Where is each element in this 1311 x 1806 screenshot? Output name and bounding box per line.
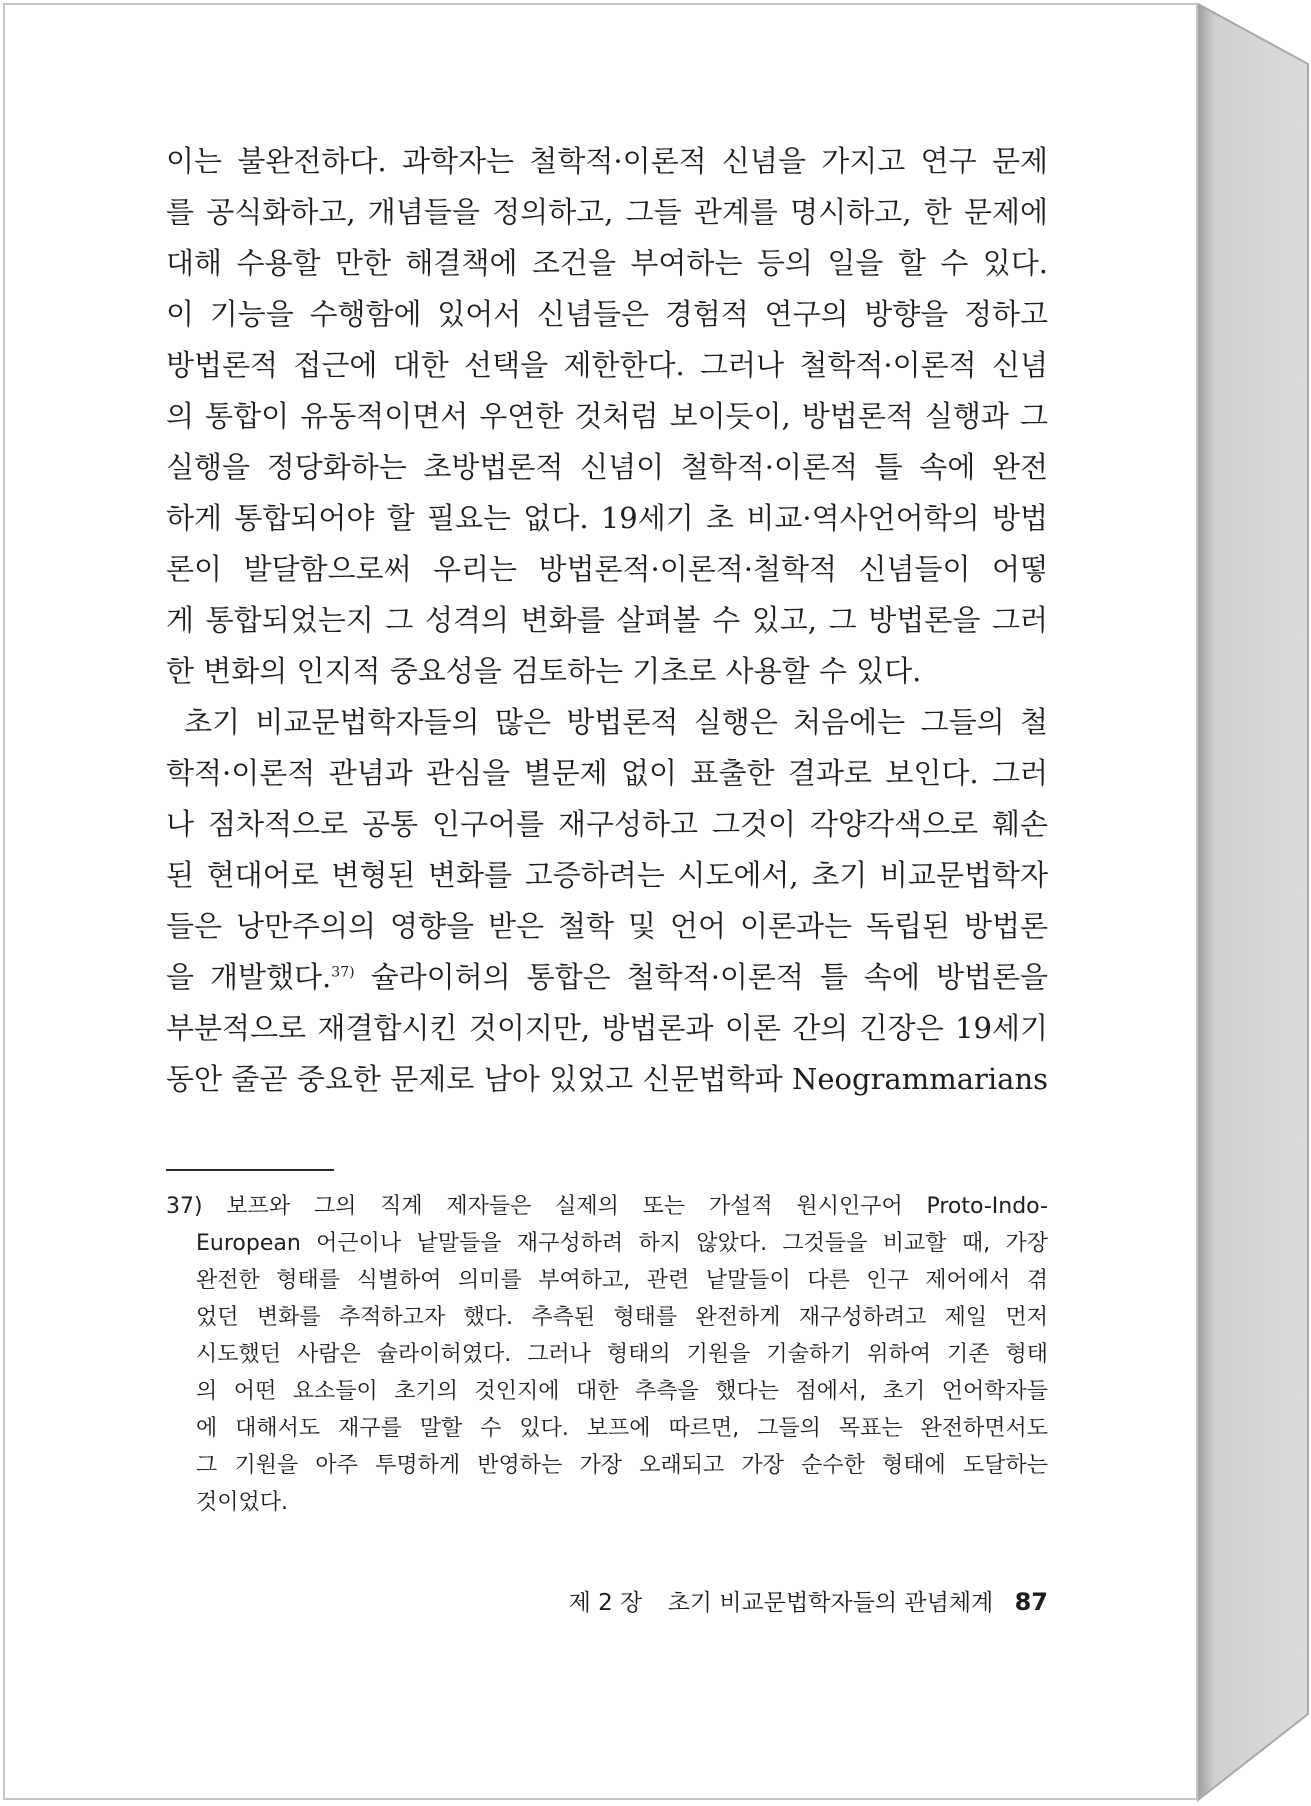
- body-text: [166, 136, 1048, 1105]
- text-segment: 슐라이허의 통합은 철학적·이론적 틀 속에 방법론을: [370, 960, 1049, 994]
- footnote-line: 에 대해서도 재구를 말할 수 있다. 보프에 따르면, 그들의 목표는 완전하면서도: [196, 1416, 1048, 1441]
- footnote-line: 37) 보프와 그의 직계 제자들은 실제의 또는 가설적 원시인구어 Proto-Indo-: [166, 1194, 1048, 1219]
- footnote-line: 그 기원을 아주 투명하게 반영하는 가장 오래되고 가장 순수한 형태에 도달하는: [196, 1453, 1048, 1478]
- text-line: 한 변화의 인지적 중요성을 검토하는 기초로 사용할 수 있다.: [166, 654, 922, 688]
- text-line: 이 기능을 수행함에 있어서 신념들은 경험적 연구의 방향을 정하고: [166, 297, 1048, 331]
- text-line-with-footnote: [166, 952, 1048, 1003]
- text-line: 된 현대어로 변형된 변화를 고증하려는 시도에서, 초기 비교문법학자: [166, 858, 1048, 892]
- text-line: 의 통합이 유동적이면서 우연한 것처럼 보이듯이, 방법론적 실행과 그: [166, 399, 1048, 433]
- text-line: 이는 불완전하다. 과학자는 철학적·이론적 신념을 가지고 연구 문제: [166, 144, 1048, 178]
- footnote-line: European 어근이나 낱말들을 재구성하려 하지 않았다. 그것들을 비교할 때, 가장: [196, 1231, 1048, 1256]
- footnote-reference: 37): [331, 964, 355, 981]
- running-footer: [569, 1584, 1048, 1617]
- footnote-line: 의 어떤 요소들이 초기의 것인지에 대한 추측을 했다는 점에서, 초기 언어학자들: [196, 1379, 1048, 1404]
- chapter-title: 초기 비교문법학자들의 관념체계: [667, 1590, 994, 1616]
- text-line: 나 점차적으로 공통 인구어를 재구성하고 그것이 각양각색으로 훼손: [166, 807, 1048, 841]
- text-line: 학적·이론적 관념과 관심을 별문제 없이 표출한 결과로 보인다. 그러: [166, 756, 1048, 790]
- footnote-line: 것이었다.: [196, 1490, 289, 1515]
- footnote: [166, 1188, 1048, 1521]
- text-line: 를 공식화하고, 개념들을 정의하고, 그들 관계를 명시하고, 한 문제에: [166, 195, 1048, 229]
- text-segment: 을 개발했다.: [166, 960, 332, 994]
- text-line: 들은 낭만주의의 영향을 받은 철학 및 언어 이론과는 독립된 방법론: [166, 909, 1048, 943]
- page-number: 87: [1014, 1588, 1048, 1616]
- text-line: 부분적으로 재결합시킨 것이지만, 방법론과 이론 간의 긴장은 19세기: [166, 1011, 1048, 1045]
- footnote-line: 시도했던 사람은 슐라이허였다. 그러나 형태의 기원을 기술하기 위하여 기존 형태: [196, 1342, 1048, 1367]
- footnote-line: 었던 변화를 추적하고자 했다. 추측된 형태를 완전하게 재구성하려고 제일 먼저: [196, 1305, 1048, 1330]
- chapter-label: 제 2 장: [568, 1590, 643, 1616]
- text-line: 게 통합되었는지 그 성격의 변화를 살펴볼 수 있고, 그 방법론을 그러: [166, 603, 1048, 637]
- text-line: 초기 비교문법학자들의 많은 방법론적 실행은 처음에는 그들의 철: [184, 705, 1048, 739]
- text-line: 방법론적 접근에 대한 선택을 제한한다. 그러나 철학적·이론적 신념: [166, 348, 1048, 382]
- text-line: 실행을 정당화하는 초방법론적 신념이 철학적·이론적 틀 속에 완전: [166, 450, 1048, 484]
- footnote-divider: [166, 1169, 334, 1171]
- text-line: 동안 줄곧 중요한 문제로 남아 있었고 신문법학파 Neogrammarians: [166, 1062, 1048, 1096]
- text-line: 론이 발달함으로써 우리는 방법론적·이론적·철학적 신념들이 어떻: [166, 552, 1048, 586]
- text-line: 하게 통합되어야 할 필요는 없다. 19세기 초 비교·역사언어학의 방법: [166, 501, 1048, 535]
- text-line: 대해 수용할 만한 해결책에 조건을 부여하는 등의 일을 할 수 있다.: [166, 246, 1048, 280]
- footnote-line: 완전한 형태를 식별하여 의미를 부여하고, 관련 낱말들이 다른 인구 제어에서 겪: [196, 1268, 1048, 1293]
